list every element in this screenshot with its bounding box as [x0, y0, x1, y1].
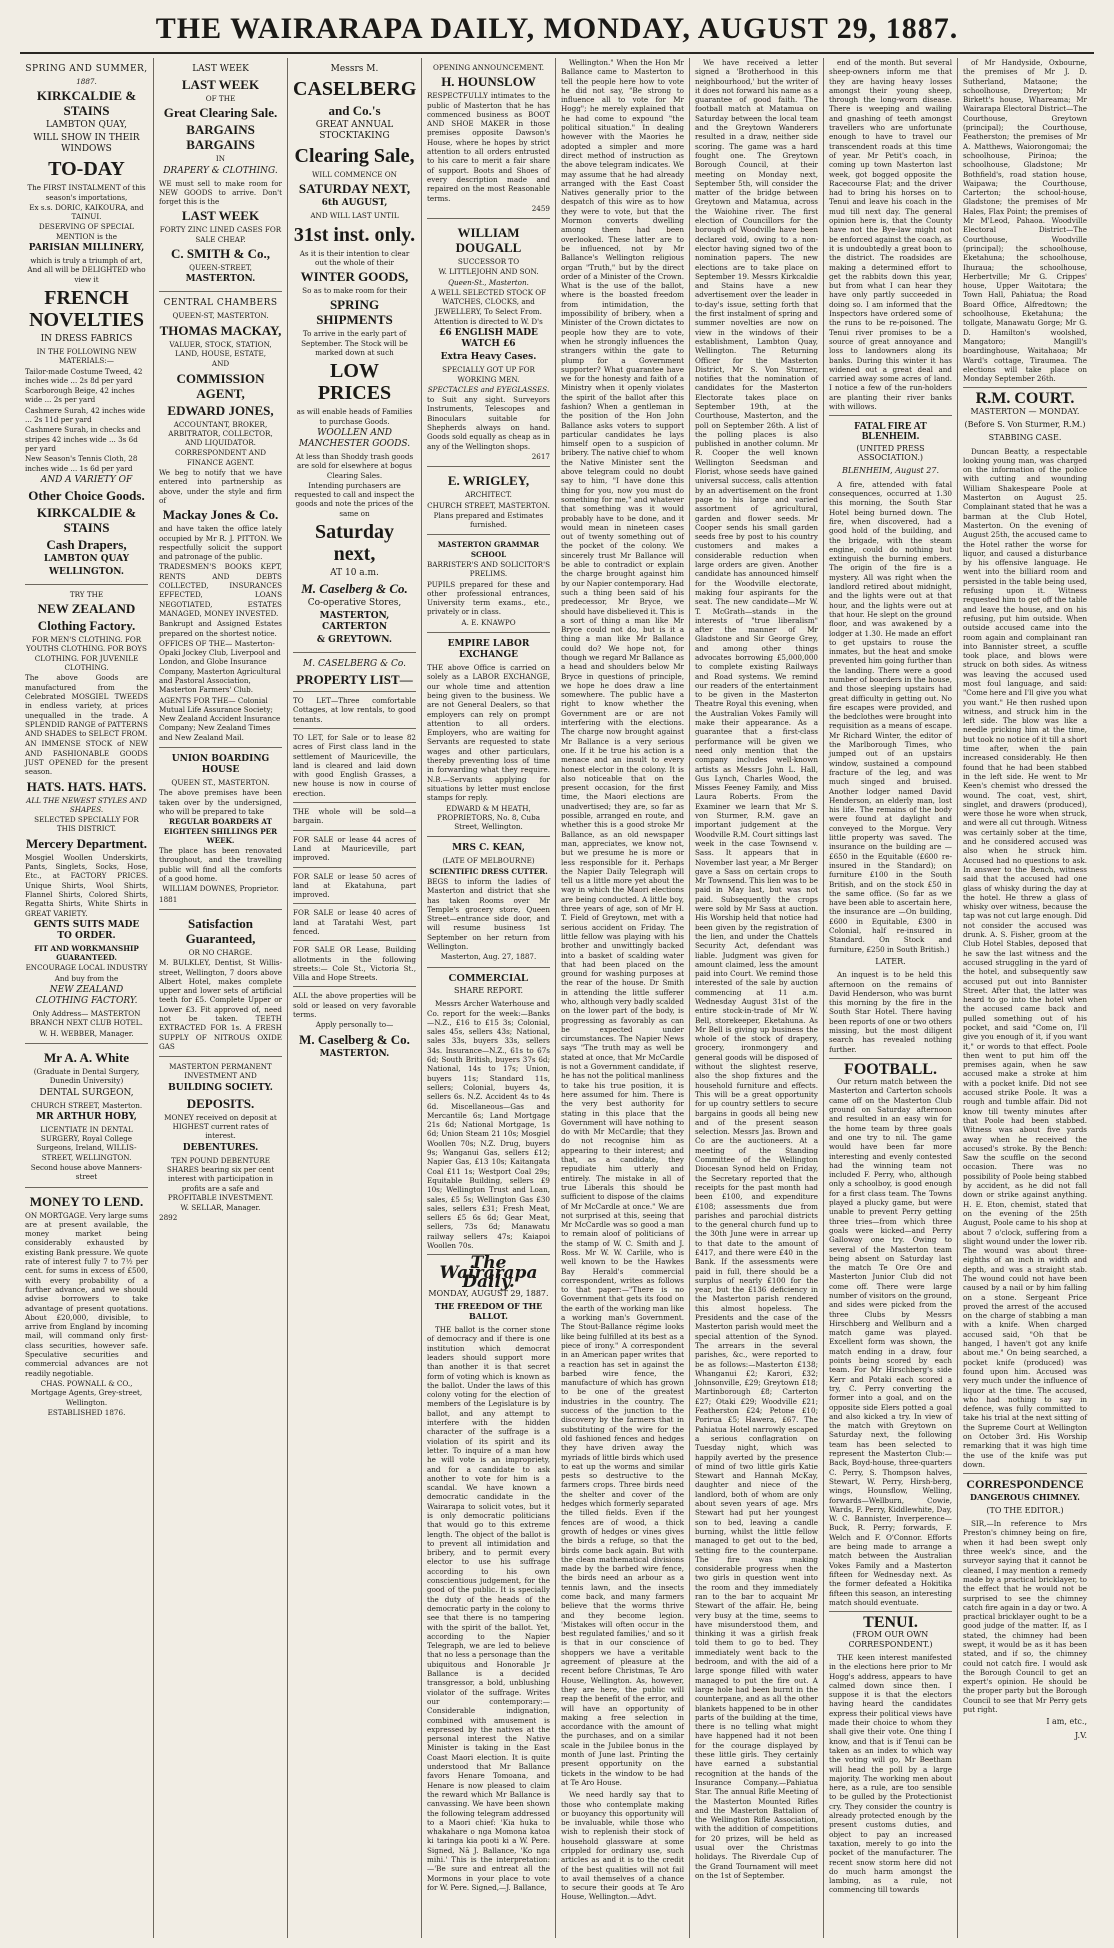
ad-heading: 31st inst. only. [293, 223, 416, 246]
ad-heading: C. SMITH & Co., [171, 246, 270, 262]
ad-heading: COMMISSION AGENT, [176, 370, 265, 401]
divider [829, 1058, 952, 1059]
divider [963, 387, 1087, 388]
ad-line: IN [215, 154, 226, 164]
ad-line: A. E. KNAWPO [461, 617, 516, 627]
ad-line: LAST WEEK [192, 64, 249, 74]
ad-line: Attention is directed to W. D's [434, 316, 543, 326]
ad-caselberg-sale [293, 58, 416, 653]
ad-line: W. H. WEBBER, Manager. [39, 1028, 134, 1038]
ad-heading: Mr A. A. White [43, 1049, 130, 1065]
section-subheading: (TO THE EDITOR.) [986, 1505, 1064, 1515]
ad-line: VALUER, STOCK, STATION, LAND, HOUSE, ESTATE, [169, 339, 272, 358]
ad-line: TRY THE [69, 589, 104, 599]
ad-line: M. BULKLEY, Dentist, St Willis-street, Wellington, 7 doors above Albert Hotel, makes complete upper and lower sets of artificial teeth for £5. Complete Upper or Lower £3. Fit approved of, need not be taken. TEETH EXTRACTED FOR 1s. A FRESH SUPPLY OF NITROUS OXIDE GAS [159, 958, 282, 1051]
divider [293, 903, 416, 904]
ad-grammar-school [427, 535, 550, 633]
ad-line: The above Goods are manufactured from the Celebrated MOSGIEL TWEEDS in endless variety, at prices unequalled in the trade. A SPLENDID RANGE of PATTERNS AND SHADES to SELECT FROM. [25, 673, 148, 739]
ad-line: AT 10 a.m. [330, 568, 379, 579]
ad-line: ALL the above properties will be sold or leased on very favorable terms. [293, 991, 416, 1020]
divider [293, 867, 416, 868]
ad-heading: M. Caselberg & Co. [299, 1031, 410, 1047]
ad-line: AND WILL LAST UNTIL [310, 211, 399, 221]
ad-heading: THOMAS MACKAY, [159, 322, 282, 338]
columns [20, 58, 1094, 1938]
ad-heading: FRENCH NOVELTIES [29, 286, 144, 331]
section-heading: R.M. COURT. [975, 390, 1075, 408]
ad-line: DENTAL SURGEON, [39, 1087, 134, 1098]
ad-line: Intending purchasers are requested to call and inspect the goods and note the prices of the same on [294, 480, 415, 518]
editorial-text: THE ballot is the corner stone of democracy and if there is one institution which democrat leaders should support more than another it is that secret form of voting which is known as the ballot. Under the laws of this colony voting for the election of members of the Legislature is by ballot, and any attempt to interfere with the hidden character of the suffrage is a violation of its spirit and its letter. To inquire of a man how he will vote is an impropriety, and for a candidate to ask another to vote for him is a scandal. We have known a democratic candidate in the Wairarapa to solicit votes, but it is only democratic politicians that would go to this extreme length. The object of the ballot is to prevent all intimidation and bribery, and to permit every elector to use his suffrage according to his own conscientious judgement, for the good of the public. It is specially the duty of the heads of the democratic party in the colony to see that there is no tampering with the spirit of the ballot. Yet, according to the Napier Telegraph, we are led to believe that no less a personage than the ubiquitous and Honorable Jr Ballance is a decided transgressor, a bold, unblushing violator of the suffrage. Writes our contemporary:— Considerable indignation, combined with amusement is expressed by the natives at the personal interest the Native Minister is taking in the East Coast Maori election. It is quite understood that Mr Ballance favors Henare Tomoana, and Henare is now pleased to claim the reward which Mr Ballance is canvassing. We have been shown the following telegram addressed to a Maori chief: 'Kia huka to whakahare o nga Momona katoa ki taringa kia pooti ki a W. Pere. Signed, Nā J. Ballance, 'Ko nga mihi.' This is the interpretation:—'Be sure and entreat all the Mormons in your place to vote for W. Pere. Signed,—J. Ballance, [427, 1325, 550, 1892]
ad-line: Cashmere Surah, in checks and stripes 42 inches wide ... 3s 6d per yard [25, 425, 141, 453]
ad-line: To arrive in the early part of September. The Stock will be marked down at such [301, 329, 408, 358]
ad-line: EDWARD & M HEATH, PROPRIETORS, No. 8, Cuba Street, Wellington. [436, 803, 541, 832]
ad-line: SCIENTIFIC DRESS CUTTER. [429, 866, 548, 876]
ad-line: to Suit any sight. Surveyors Instruments, Telescopes and Binoculars suitable for Shepherds always on hand. Goods sold equally as cheap as in any of the Wellington shops. [427, 395, 550, 451]
section-heading: TENUI. [863, 1614, 918, 1632]
ad-line: ENCOURAGE LOCAL INDUSTRY [25, 963, 148, 973]
ad-line: 2892 [159, 1213, 178, 1223]
ad-line: BEGS to inform the ladies of Masterton and district that she has taken Rooms over Mr Temple's grocery store, Queen Street—entrance side door, and will resume business 1st September on her return from Wellington. [427, 877, 550, 952]
ad-line: LICENTIATE IN DENTAL SURGERY, Royal College Surgeons, Ireland, WILLIS-STREET, WELLINGTON. [36, 1124, 137, 1162]
section-subheading: SHARE REPORT. [453, 985, 524, 995]
section-heading: FATAL FIRE AT BLENHEIM. [854, 421, 927, 442]
ad-line: Cashmere Surah, 42 inches wide ... 2s 11d per yard [25, 405, 146, 425]
ad-line: OPENING ANNOUNCEMENT. [432, 63, 545, 72]
masthead [20, 6, 1094, 54]
ad-line: FOR MEN'S CLOTHING. FOR YOUTHS CLOTHING. FOR BOYS CLOTHING. FOR JUVENILE CLOTHING. [26, 635, 147, 673]
ad-line: NEW ZEALAND CLOTHING FACTORY. [35, 985, 138, 1007]
tenui-continued-text: end of the month. But several sheep-owners inform me that they are having heavy losses amongst their young sheep, through the long-worn disease. There is weeping and wailing and gnashing of teeth amongst travellers who are unfortunate enough to have to travel our transcendent roads at this time of year. Mr Petit's coach, in coming up town Masterton last week, got bogged opposite the Racecourse Flat; and the driver had to bring his horses on to Tenui and leave his coach in the mud till next day. The general opinion here is, that the County have not the Bye-law might not be enforced against the coach, as it is undoubtedly a great boon to the district. The roadsides are making a determined effort to get the rabbits down this year, but from what I can hear they have only partly succeeded in doing so. I am informed that the Inspectors have ordered some of the runs to be re-poisoned. The Tenui river promises to be a source of great annoyance and loss to landowners along its banks. During this winter it has widened out a great deal and carried away some acres of land. I notice a few of the run-holders are planting their river banks with willows. [829, 58, 952, 411]
ad-line: WILL COMMENCE ON [312, 170, 397, 179]
ad-line: £6 ENGLISH MADE WATCH £6 [439, 328, 538, 350]
ad-line: (LATE OF MELBOURNE) [442, 856, 535, 866]
ad-heading: Clearing Sale, [294, 145, 415, 167]
ad-line: ESTABLISHED 1876. [47, 1407, 126, 1417]
ad-line: M. CASELBERG & Co. [303, 659, 406, 670]
section-subheading: (FROM OUR OWN CORRESPONDENT.) [848, 1630, 933, 1649]
ad-line: REGULAR BOARDERS AT EIGHTEEN SHILLINGS PER WEEK. [163, 817, 278, 845]
ad-line: FOR SALE or lease 40 acres of land at Taratahi West, part fenced. [293, 908, 416, 936]
ad-line: ACCOUNTANT, BROKER, ARBITRATOR, COLLECTOR, AND LIQUIDATOR. [168, 419, 273, 448]
column-5 [556, 58, 690, 1938]
ad-line: CHAS. POWNALL & CO., Mortgage Agents, Grey-street, Wellington. [30, 1378, 143, 1407]
tenui-text: THE keen interest manifested in the elections here prior to Mr Hogg's address, appears to have calmed down since then. I suppose it is that the electors having heard the candidates express their political views have made their choice to whom they shall give their vote. One thing I know, and that is if Tenui can be taken as an index to which way the voting will go, Mr Beetham will head the poll by a large majority. The working men about here, as a rule, are too sensible to be gulled by the Protectionist cry. They consider the country is already protected enough by the present customs duties, and object to pay an increased taxation, merely to go into the pocket of the manufacturer. The recent snow storm here did not do much harm amongst the lambing, as a rule, not commencing till towards [829, 1652, 952, 1895]
ad-line: WILLIAM DOWNES, Proprietor. [162, 884, 279, 894]
divider [293, 940, 416, 941]
fire-report-text: A fire, attended with fatal consequences, occurred at 1.30 this morning, the South Star Hotel being burned down. The fire, when discovered, had a good hold of the building, and the brigade, with the steam engine, could do nothing but extinguish the burning embers. The origin of the fire is a mystery. All was right when the landlord retired about midnight, and the lights were out at that hour, and the lights were out at that hour. He slept on the ground floor, and was awakened by a lodger at 1.30. He made an effort to get upstairs to rouse the inmates, but the heat and smoke prevented him going further than the landing. There were a good number of boarders in the house, and those sleeping upstairs had great difficulty in getting out. No fire escapes were provided, and the bedclothes were brought into requisition as a means of escape. Mr Richard Winter, the editor of the Marlborough Times, who jumped out of an upstairs window, sustained a compound fracture of the leg, and was much singed and bruised. Another lodger named David Henderson, an elderly man, lost his life. The remains of the body were found at daylight and conveyed to the Morgue. Very little property was saved. The insurance on the building are —£650 in the Equitable (£600 re-insured in the Standard); on furniture £100 in the South British, and on the stock £50 in the same office. (So far as we have been able to ascertain here, the insurance are —On building, £600 in Equitable, £300 in Colonial, half re-insured in Standard. On Stock and furniture, £250 in South British.) [829, 479, 952, 954]
ad-line: LAMBTON QUAY [43, 553, 130, 564]
section-heading: COMMERCIAL [448, 971, 529, 984]
ad-heading: KIRKCALDIE & STAINS [36, 504, 137, 535]
ad-line: Tailor-made Costume Tweed, 42 inches wide ... 2s 8d per yard [25, 366, 143, 385]
ad-building-society [159, 1057, 282, 1228]
divider [829, 1611, 952, 1612]
letter-signature: J.V. [1074, 1730, 1087, 1740]
ad-line: TO LET, for Sale or to lease 82 acres of First class land in the settlement of Mauriceville, the land is cleared and laid down with good English Grasses, a new house is now in course of erection. [293, 732, 416, 798]
ad-heading: Great Clearing Sale. [163, 105, 278, 121]
ad-line: (Graduate in Dental Surgery, Dunedin University) [33, 1066, 140, 1086]
editorial-continued-text: Wellington." When the Hon Mr Ballance came to Masterton to tell the people here how to vote he did not say, "Be strong to influence all to vote for Mr Hogg"; he merely explained that he had come to expound "the political situation." In dealing however with the Maories he adopted a simpler and more direct method of instruction as the above telegram indicates. We may assume that he had already arranged with the East Coast Natives generally prior to the despatch of this wire as to how they were to vote, but that the Mormon converts dwelling among them had been overlooked. These latter are to be influenced, not by Mr Ballance's Wellington religious organ "Truth," but by the direct order of a Minister of the Crown. What is the use of the ballot, where is the boasted freedom from intimidation, the impossibility of bribery, when a Minister of the Crown dictates to people how they are to vote, when he strongly influences the strangers within the gate to plump for a Government supporter? What guarantee have we for the honesty and faith of a Ministry when it openly violates the spirit of the ballot after this fashion? When a gentleman in the position of the Hon John Ballance asks voters to support particular candidates he lays himself open to a suspicion of bribery. The native chief to whom the Native Minister sent the above telegram could no doubt say to him, "I have done this thing for you, now you must do something for me," and whatever that something was it would probably have to be done, and it would mean in nineteen cases out of twenty something out of the pocket of the colony. We sincerely trust Mr Ballance will be able to contradict or explain the charge brought against him by our Napier contemporary. Had such a thing been said of his predecessor, Mr Bryce, we should have disbelieved it. This is a sort of thing a man like Mr Bryce could not do, but is it a thing a man like Mr Ballance could do? We hope not, for though we regard Mr Ballance as a head and shoulders below Mr Bryce in questions of principle, we hope he does draw a line somewhere. The public have a right to know whether the Government are or are not interfering with the elections. The charge now brought against Mr Ballance is a very serious one. If it be true his action is a menace and an insult to every honest elector in the colony. It is also noticeable that on the present occasion, for the first time, the Maori elections are unadvertised; they are, so far as possible, arranged en route, and whether this is a good stroke Mr Ballance, as an old newspaper man, appreciates, we know not, but we presume he is more or less responsible for it. Perhaps the Napier Daily Telegraph will tell us a little more yet about the way in which the Maori elections are being conducted. A little boy, three years of age, son of Mr H. T. Field of Greytown, met with a serious accident on Friday. The little fellow was playing with his brother and unwittingly backed into a basket of scalding water that had been placed on the ground for washing purposes at the rear of the house. Dr Smith in attending the little sufferer who, although very badly scalded on the lower part of the body, is progressing as favorably as can be expected under circumstances. The Napier News says "The truth may as well be stated at once, that Mr McCardle is not a Government candidate, if he has not the political manliness to take his true position, it is here assumed for him. There is the very best authority for stating in this place that the Government will have nothing to do with Mr McCardle; that they do not recognise him as appearing to their interest; and that, as a candidate, they repudiate him utterly and entirely. The mistake in all of true Liberals this should be sufficient to dispose of the claims of Mr McCardle at once." We are not surprised at this, seeing that Mr McCardle was so good a man to remain aloof of politicians of the stamp of W. C. Smith and J. Ross. Mr W. W. Carlile, who is well known to be the Hawkes Bay Herald's commercial correspondent, writes as follows to that paper:—"There is no Government that gets its food on the earth of the working man like a working man's Government. The Stout-Ballance régime looks like being fulfilled at its best as a piece of irony." A correspondent in an American paper writes that a reaction has set in against the barbed wire fence, the manufacture of which has grown to be one of the greatest industries in the country. The success of the junction to the discovery by the farmers that in substituting of the wire for the old fashioned fences and hedges they have driven away the myriads of little birds which used to eat up the worms and similar pests so destructive to the farmers crops. Three birds need the shelter and cover of the hedges which formerly separated the tilled fields. Even if the fences are of wood, a thick growth of hedges or vines gives the birds a refuge, so that the birds come back again. But with the clean mathematical divisions made by the barbed wire fence, the birds need an arbour as a tennis lawn, and the insects come back, and many farmers believe that the worms thrive and they become legion. 'Mistakes will often occur in the best regulated families,' and so it is that in our conscience of shoppers we have a veritable agreement of pleasure at the recent before Christmas, Te Aro House, Wellington. As, however, they are here, the public will reap the benefit of the error, and will have an opportunity of making a free selection in accordance with the amount of the purchases, and on a similar scale in the Jubilee bonus in the month of June last. Printing the present opportunity on the tickets in the window to be had at Te Aro House. [561, 58, 684, 1787]
ad-line: And buy from the [54, 973, 119, 983]
ad-money-to-lend [25, 1188, 148, 1423]
ad-line: OF THE [205, 94, 236, 103]
ad-line: MASTERTON, CARTERTON [319, 611, 390, 633]
ad-line: ON MORTGAGE. Very large sums are at present available, the money market being considerably exhausted by existing Bank pressure. We quote rate of interest fully 7 to 7½ per cent. for sums in excess of £500, with every probability of a further advance, and we should advise borrowers to take advantage of present quotations. About £20,000, divisible, to arrive from England by incoming mail, will command only first-class securities, however safe. Speculative securities and commercial advances are not readily negotiable. [25, 1210, 148, 1378]
divider [293, 691, 416, 692]
ad-heading: Other Choice Goods. [28, 487, 145, 503]
ad-line: Plans prepared and Estimates furnished. [433, 510, 544, 530]
column-3 [288, 58, 422, 1938]
ad-line: CHURCH STREET, MASTERTON. [427, 500, 550, 510]
ad-line: QUEEN ST., MASTERTON. [171, 778, 270, 788]
ad-heading: M. Caselberg & Co. [301, 581, 408, 597]
ad-labor-exchange [427, 633, 550, 837]
section-subheading: STABBING CASE. [988, 433, 1062, 443]
ad-heading: KIRKCALDIE & STAINS [36, 88, 137, 119]
ad-line: AND A VARIETY OF [40, 474, 133, 485]
ad-line: IN DRESS FABRICS [40, 333, 133, 344]
divider [963, 1473, 1087, 1474]
ad-line: W. SELLAR, Manager. [180, 1203, 261, 1213]
ad-line: QUEEN-ST, MASTERTON. [172, 311, 269, 321]
ad-line: MASTERTON PERMANENT INVESTMENT AND [169, 1062, 272, 1081]
ad-line: RESPECTFULLY intimates to the public of Masterton that he has commenced business as BOOT AND SHOE MAKER in those premises opposite Dawson's House, where he hopes by strict attention to all orders entrusted to his care to merit a fair share of support. Boots and Shoes of every description made and repaired on the most Reasonable terms. [427, 91, 550, 203]
ad-heading: BARGAINS BARGAINS [186, 122, 255, 153]
ad-heading: Mackay Jones & Co. [162, 507, 279, 523]
ad-line: CENTRAL CHAMBERS [163, 298, 278, 309]
ad-heading: Saturday next, [315, 521, 394, 566]
ad-line: Bankrupt and Assigned Estates prepared on the shortest notice. [159, 619, 282, 638]
ad-line: DESERVING OF SPECIAL MENTION is the [38, 222, 135, 241]
ad-bulkley-dentist [159, 910, 282, 1057]
football-text: Our return match between the Masterton and Carterton schools came off on the Masterton Club ground on Saturday afternoon and resulted in an easy win for the home team by three goals and one try to nil. The game would have been far more interesting and evenly contested had the winning team not included F. Perry, who, although only a schoolboy, is good enough for a first class team. The Towns played a plucky game, but were unable to prevent Perry getting three tries—from which three goals were kicked—and Perry Galloway one try. Owing to several of the Masterton team being absent on Saturday last the match Te Ore Ore and Masterton Junior Club did not come off. There were large number of visitors on the ground, and sides were picked from the three Clubs by Messrs Hirschberg and Wellburn and a match game was played. Excellent form was shown, the match ending in a draw, four points being scored by each team. For Mr Hirschberg's side Kerr and Potaki each scored a try, C. Perry converting the former into a goal, and on the opposite side Elers potted a goal and also kicked a try. In view of the match with Greytown on Saturday next, the following team has been selected to represent the Masterton Club:—Back, Boyd-house, three-quarters C. Perry, S. Thompson halves, Stewart, W. Perry, Hirsh-berg, wings, Hounsflow, Welling, forwards—Wellburn, Cowie, Wards, F. Perry, Kiddlewhite, Day, W. C. Bannister, Inverperence—Buck, R. Perry; forwards, F. Welch and F. O'Connor. Efforts are being made to arrange a match between the Australian Vokes Family and a Masterton fifteen for Wednesday next. As the former defeated a Hokitika fifteen this season, an interesting match should eventuate. [829, 1077, 952, 1607]
ad-line: MONEY received on deposit at HIGHEST current rates of interest. [164, 1112, 277, 1141]
ad-nz-clothing-factory [25, 585, 148, 1044]
ad-line: Ex s.s. DORIC, KAIKOURA, and TAINUI. [29, 202, 144, 222]
ad-line: At less than Shoddy trash goods are sold for elsewhere at bogus Clearing Sales. [295, 451, 414, 480]
ad-line: MASTERTON GRAMMAR SCHOOL [437, 540, 540, 559]
ad-line: Scarborough Beige, 42 inches wide ... 2s per yard [25, 386, 135, 405]
ad-heading: WINTER GOODS, [300, 269, 409, 285]
section-subheading: (UNITED PRESS ASSOCIATION.) [856, 443, 925, 463]
ad-line: 2617 [531, 451, 550, 461]
ad-line: DEBENTURES. [182, 1142, 259, 1153]
ad-line: We beg to notify that we have entered into partnership as above, under the style and firm of [159, 468, 282, 505]
ad-line: SPECIALLY GOT UP FOR WORKING MEN. [442, 365, 535, 384]
ad-heading: LAST WEEK [181, 208, 260, 224]
ad-line: CORRESPONDENT AND FINANCE AGENT. [174, 448, 267, 467]
ad-line: FOR SALE or lease 50 acres of land at Ekatahuna, part improved. [293, 871, 416, 900]
ad-line: MR ARTHUR HOBY, [36, 1111, 137, 1122]
ad-line: Only Address— MASTERTON BRANCH NEXT CLUB HOTEL. [30, 1009, 143, 1028]
ad-line: CHURCH STREET, Masterton. [30, 1100, 143, 1110]
column-8 [958, 58, 1092, 1938]
ad-hounslow [427, 58, 550, 219]
ad-line: Extra Heavy Cases. [440, 352, 537, 363]
ad-dentists [25, 1044, 148, 1188]
ad-line: PUPILS prepared for these and other professional entrances, University term exams., etc., privately or in class. [427, 579, 550, 617]
ad-line: 2459 [531, 203, 550, 213]
ad-heading: MONEY TO LEND. [29, 1193, 144, 1209]
ad-line: QUEEN-STREET, [189, 263, 252, 273]
ad-line: Mosgiel Woollen Underskirts, Pants, Singlets, Socks, Hose, Etc., at FACTORY PRICES. Unique Shirts, Wool Shirts, Flannel Shirts, Colored Shirts, Regatta Shirts, White Shirts in GREAT VARIETY. [25, 852, 148, 918]
ad-heading: DEPOSITS. [186, 1095, 255, 1111]
ad-heading: LAST WEEK [181, 77, 260, 92]
ad-line: DRAPERY & CLOTHING. [163, 165, 278, 176]
ad-line: Queen-St., Masterton. [448, 277, 529, 287]
column-4 [422, 58, 556, 1938]
section-heading: CORRESPONDENCE [966, 1477, 1084, 1492]
ad-line: MRS C. KEAN, [452, 843, 525, 854]
ad-heading: NEW ZEALAND [37, 601, 136, 617]
section-subheading: LATER. [875, 956, 906, 966]
advertisement-notice: We need hardly say that to those who contemplate making or buoyancy this opportunity will be invaluable, while those who wish to replenish their stock of household glassware at some crippled for ordinary use, such articles as and it is to the credit of the best qualities will not fail to avail themselves of a chance to secure their goods at Te Aro House, Wellington.—Advt. [561, 1790, 684, 1902]
ad-line: which is truly a triumph of art, And all will be DELIGHTED who view it [27, 256, 146, 284]
ad-line: FIT AND WORKMANSHIP GUARANTEED. [34, 943, 139, 963]
divider [829, 415, 952, 416]
ad-line: SPECTACLES and EYEGLASSES. [427, 384, 550, 394]
ad-line: OFFICES OF THE— Masterton-Opaki Jockey Club, Liverpool and London, and Globe Insurance Company, Masterton Agricultural and Pastoral Association, Masterton Farmers' Club. [159, 638, 281, 695]
ad-line: WILL SHOW IN THEIR WINDOWS [33, 133, 140, 155]
divider [293, 802, 416, 803]
section-subheading: MASTERTON — MONDAY. [970, 406, 1080, 416]
share-report-text: Messrs Archer Waterhouse and Co. report for the week:—Banks—N.Z., £16 to £15 3s; Colonial, sales 45s, sellers 43s; National, sales 33s, buyers 33s, sellers 34s. Insurance—N.Z., 61s to 67s 6d; South British, buyers 37s 6d; National, 14s to 17s; Union, buyers 11s; Standard 11s, sellers; Colonial, buyers 4s, sellers 6s. N.Z. Accident 4s to 4s 6d. Miscellaneous—Gas and Mercantile 6s; Land Mortgage 21s 6d; National Mortgage, 1s 6d; Union Steam 21 10s; Mosgiel Woollen 70s; N.Z. Drug, buyers 9s; Wanganui Gas, sellers £12; Napier Gas, £13 10s; Kaitangata Coal £11 1s; Westport Coal 29s; Equitable Building, sellers £9 10s; Wellington Trust and Loan, sales, £5 5s; Wellington Gas £30 sales, sellers £31; Fresh Meat, sellers £5 6s 6d; Gear Meat, sellers, 73s 6d; Manawatu railway sellers 47s; Kaiapoi Woollen 70s. [427, 999, 550, 1250]
ad-line: & GREYTOWN. [316, 635, 393, 646]
ad-line: TO LET—Three comfortable Cottages, at low rentals, to good tenants. [293, 696, 416, 724]
ad-heading: H. HOUNSLOW [441, 74, 536, 90]
divider [293, 728, 416, 729]
ad-line: MASTERTON. [185, 274, 256, 285]
ad-line: FORTY ZINC LINED CASES FOR SALE CHEAP. [159, 225, 282, 244]
ad-line: As it is their intention to clear out the whole of their [299, 248, 410, 267]
court-report-text: Duncan Beatty, a respectable looking young man, was charged on the information of the police with cutting and wounding William Shakespeare Poole at Masterton on August 25. Complainant stated that he was a barman at the Club Hotel, Masterton. On the evening of August 25th, the accused came to the Hotel rather the worse for liquor, and caused a disturbance by his offensive language. He went into the billiard room and persisted in the table being used, refusing upon it. Witness requested him to get off the table and leave the house, and on his refusing, put him outside. When outside accused came into the room again and complainant ran into Bannister street, a scuffle took place, and blows were struck on both sides. As witness was leaving the accused used most foul language, and said: "Come here and I'll give you what you want." He then rushed upon witness, and struck him in the left side. The blow was like a needle pricking him at the time, but took no notice of it till a short time after, when the pain increased considerably. He then found that he had been stabbed in the left side. He went to Mr Keen's chemist who dressed the wound. The coat, vest, shirt, singlet, and drawers (produced), were those he wore when struck, and were all cut through. Witness was certainly sober at the time, and he considered accused was also when he struck him. Accused had no questions to ask. In answer to the Bench, witness said that the accused had one glass of whisky during the day at the hotel. He threw a glass of whisky over witness, because the tap was not cut large enough. Did not consider the accused was drunk. A. S. Fisher, groom at the Club Hotel Stables, deposed that he saw the last witness and the accused struggling in the yard of the hotel, and subsequently saw accused put out into Bannister Street. After that, the latter was heard to go into the hotel when the accused came back and pulled something out of his pocket, and said "Come on, I'll give you enough of it, if you want it," or words to that effect. Poole then went to put him off the premises again, when he saw accused make a stroke at him with a pocket knife. Did not see accused strike Poole. It was a rough and tumble affair. Did not know till twenty minutes after that Poole had been stabbed. Witness was about five yards away when he received the accused's stroke. By the Bench: Saw the scuffle on the second occasion. There was no possibility of Poole being stabbed by accident, as he did not fall down or strike against anything. H. E. Eton, chemist, stated that on the evening of the 25th August, Poole came to his shop at about 7 o'clock, suffering from a slight wound under the lower rib. The wound was about three-eighths of an inch in width and depth, and was a straight stab. The wound could not have been caused by a nail or by him falling on a stone. Sergeant Price proved the arrest of the accused on the charge of stabbing a man with a knife. When charged accused said, "Oh that be hanged, I haven't got any knife about me." On being searched, a pocket knife (produced) was found upon him. Accused was very much under the influence of liquor at the time. The accused, who had nothing to say in defence, was fully committed to take his trial at the next sitting of the Supreme Court at Wellington on October 3rd. His Worship remarking that it was high time the use of the knife was put down. [963, 446, 1087, 1469]
letter-signoff: I am, etc., [1046, 1717, 1087, 1727]
ad-line: So as to make room for their [302, 286, 407, 296]
ad-mackay-jones [159, 292, 282, 748]
ad-line: FOR SALE or lease 44 acres of Land at Mauriceville, part improved. [293, 834, 416, 863]
ad-heading: TO-DAY [48, 158, 125, 181]
ad-line: AND [211, 359, 230, 369]
ad-line: W. LITTLEJOHN AND SON. [438, 267, 539, 277]
column-6 [690, 58, 824, 1938]
divider [293, 830, 416, 831]
ad-line: FOR SALE OR Lease, Building allotments in the following streets:— Cole St., Victoria St., Villa and Hope Streets. [293, 945, 416, 983]
ad-line: ALL THE NEWEST STYLES AND SHAPES. [26, 795, 147, 814]
ad-line: and have taken the office lately occupied by Mr R. J. PITTON. We respectfully solicit the support and patronage of the public. [159, 524, 282, 562]
ad-line: WE must sell to make room for NEW GOODS to arrive. Don't forget this is the [159, 178, 282, 207]
ad-line: MASTERTON. [319, 1048, 390, 1059]
divider [293, 986, 416, 987]
ad-line: Messrs M. [330, 64, 379, 74]
column-1 [20, 58, 154, 1938]
ad-line: EMPIRE LABOR EXCHANGE [447, 639, 530, 661]
ad-kirkcaldie-stains [25, 58, 148, 585]
ad-line: Masterton, Aug. 27, 1887. [440, 952, 537, 962]
commercial-section [427, 971, 550, 1251]
ad-line: GENTS SUITS MADE TO ORDER. [33, 919, 140, 941]
ad-heading: and Co.'s [328, 103, 381, 118]
ad-line: UNION BOARDING HOUSE [171, 754, 270, 776]
column-2 [154, 58, 288, 1938]
ad-union-boarding-house [159, 748, 282, 910]
ad-line: THE above Office is carried on solely as a LABOR EXCHANGE, our whole time and attention being given to the business. We are not General Dealers, so that employers can rely on prompt attention to all orders. Employers, who are waiting for Servants are requested to state wages and other particulars, thereby preventing loss of time in forwarding what they require. N.B.—Servants applying for situations by letter must enclose stamps for reply. [427, 663, 550, 803]
ad-line: Second house above Manners-street [30, 1163, 143, 1182]
editorial-title: THE FREEDOM OF THE BALLOT. [434, 1301, 543, 1321]
ad-line: SUCCESSOR TO [457, 257, 520, 267]
ad-line: WOOLLEN AND MANCHESTER GOODS. [298, 427, 411, 449]
editorial-masthead: The Wairarapa Daily. [439, 1253, 538, 1292]
section-heading: FOOTBALL. [844, 1060, 937, 1078]
ad-heading: SPRING SHIPMENTS [316, 297, 393, 328]
ad-line: as will enable heads of Families to purchase Goods. [296, 407, 413, 426]
section-subheading: DANGEROUS CHIMNEY. [970, 1491, 1080, 1502]
ad-line: The above premises have been taken over by the undersigned, who will be prepared to take [159, 788, 282, 816]
ad-line: AGENTS FOR THE— Colonial Mutual Life Assurance Society; New Zealand Accident Insurance Company; New Zealand Times and New Zealand Mail. [159, 695, 281, 742]
ad-heading: Cash Drapers, [46, 536, 127, 552]
ad-line: OR NO CHARGE. [188, 947, 253, 957]
ad-heading: WILLIAM DOUGALL [455, 225, 522, 256]
ad-heading: Clothing Factory. [37, 618, 136, 634]
ad-line: Apply personally to— [315, 1020, 394, 1030]
ad-line: LAMBTON QUAY, [46, 120, 127, 131]
ad-line: SPRING AND SUMMER, [25, 64, 148, 74]
ad-line: New Season's Tennis Cloth, 28 inches wide ... 1s 6d per yard [25, 454, 138, 473]
ad-property-list [293, 653, 416, 1066]
ad-line: 1881 [159, 894, 178, 904]
ad-line: WELLINGTON. [48, 566, 125, 577]
ad-heading: PROPERTY LIST— [296, 672, 413, 688]
ad-heading: SATURDAY NEXT, [298, 181, 411, 197]
ad-line: IN THE FOLLOWING NEW MATERIALS:— [36, 346, 137, 366]
ad-heading: HATS. HATS. HATS. [26, 778, 147, 794]
column-7 [824, 58, 958, 1938]
ad-line: TEN POUND DEBENTURE SHARES bearing six per cent interest with participation in profits are a safe and PROFITABLE INVESTMENT. [166, 1155, 275, 1202]
ad-line: The FIRST INSTALMENT of this season's importations, [27, 183, 146, 202]
ad-heading: Satisfaction Guaranteed, [185, 915, 256, 946]
letter-text: SIR,—In reference to Mrs Preston's chimney being on fire, when it had been swept only three week's since, and the surveyor saying that it cannot be cleaned, I may mention a remedy made by a practical bricklayer, to the effect that he would not be surprised to see the chimney catch fire again in a day or two. A practical bricklayer ought to be a good judge of the matter. If, as I stated, the chimney had been swept, it would be as it has been stated, and if so, the chimney could not catch fire. I would ask the Borough Council to get an expert's opinion. He should be the proper party but the Borough Council to see that Mr Perry gets put right. [963, 1519, 1087, 1715]
dateline: BLENHEIM, August 27. [841, 466, 940, 476]
ad-line: ARCHITECT. [465, 490, 512, 500]
ad-wrigley [427, 467, 550, 535]
ad-line: AN IMMENSE STOCK of NEW AND FASHIONABLE GOODS JUST OPENED for the present season. [25, 739, 148, 777]
fire-later-text: An inquest is to be held this afternoon on the remains of David Henderson, who was burnt this morning by the fire in the South Star Hotel. There having been reports of one or two others missing, but the most diligent search has revealed nothing further. [829, 970, 952, 1054]
ad-heading: EDWARD JONES, [167, 402, 274, 418]
ad-line: 1887. [76, 77, 97, 86]
ad-line: GREAT ANNUAL STOCKTAKING [315, 120, 394, 141]
masthead-title: THE WAIRARAPA DAILY, MONDAY, AUGUST 29, 1887. [155, 12, 959, 45]
editorial-date: MONDAY, AUGUST 29, 1887. [428, 1289, 549, 1299]
ad-heading: E. WRIGLEY, [447, 473, 530, 489]
ad-line: SELECTED SPECIALLY FOR THIS DISTRICT. [34, 815, 139, 834]
ad-line: PARISIAN MILLINERY, [28, 243, 145, 254]
ad-line: The place has been renovated throughout, and the travelling public will find all the comforts of a good home. [159, 846, 282, 884]
ad-line: 6th AUGUST, [321, 198, 388, 209]
ad-line: BARRISTER'S AND SOLICITOR'S PRELIMS. [427, 559, 550, 579]
ad-line: THE whole will be sold—a bargain. [293, 807, 416, 826]
polling-places-text: of Mr Handyside, Oxbourne, the premises of Mr J. D. Sutherland, Mataone; the schoolhouse, Dreyerton; Mr Birkett's house, Whareama; Mr Wairarapa Electoral District—The Courthouse, Greytown (principal); the Courthouse, Featherston; the premises of Mr A. Matthews, Waiorongomai; the schoolhouse, Pirinoa; the schoolhouse, Gladstone; Mr Bothfield's, road station house, Waipawa; the Courthouse, Carterton; the school-house, Gladstone; the premises of Mr Hales, Flax Point; the premises of Mr M'Leod, Pahaoa. Woodville Electoral District—The Courthouse, Woodville (principal); the schoolhouse, Eketahuna; the schoolhouse, Ihuraua; the schoolhouse, Herbertville; Mr G. Crippes' house, Upper Waitotara; the Town Hall, Pahiatua; the Road Board Office, Alfredtown; the schoolhouse, Eketahuna; the tollgate, Manawatu Gorge; Mr G. D. Hamilton's woolshed, Mangatoro; Mangill's boardinghouse, Waitahaoa; Mr Ward's cottage, Tiraumea. The elections will take place on Monday September 26th. [963, 58, 1087, 384]
ad-line: TRADESMEN'S BOOKS KEPT, RENTS AND DEBTS COLLECTED, INSURANCES EFFECTED, LOANS NEGOTIATED, ESTATES MANAGED, MONEY INVESTED. [159, 562, 282, 618]
ad-line: BUILDING SOCIETY. [168, 1082, 273, 1093]
ad-line: A WELL SELECTED STOCK OF WATCHES, CLOCKS, and JEWELLERY, To Select From. [430, 288, 547, 316]
ad-clearing-sale [159, 58, 282, 292]
section-subheading: (Before S. Von Sturmer, R.M.) [964, 419, 1086, 429]
ad-dougall [427, 219, 550, 467]
local-news-text: We have received a letter signed a 'Brotherhood in this neighbourhood,' but the writer of it does not forward his name as a guarantee of good faith. The football match at Matamua on Saturday between the local team and the Greytown Wanderers resulted in a draw, neither side scoring. The game was a hard fought one. The Greytown Borough Council, at their meeting on Monday next, September 5th, will consider the matter of the bridge between Greytown and Matamua, across the Waiohine river. The first election of Councillors for the borough of Woodville have been declared void, owing to a non-elector having signed two of the nomination papers. The new elections are to take place on September 19. Messrs Kirkcaldie and Stains have a new advertisement over the leader in to-day's issue, setting forth that the first instalment of spring and summer novelties are now on view in the windows of their establishment, Lambton Quay, Wellington. The Returning Officer for the Masterton District, Mr S. Von Sturmer, notifies that the nomination of candidates for the Masterton Electorate takes place on September 19th, at the Courthouse, Masterton, and the poll on September 26th. A list of the polling places is also published in another column. Mr R. Cooper the well known Wellington Seedsman and Florist, whose seeds have gained universal success, calls attention by an advertisement on the front page to his large and varied assortment of agricultural, garden and flower seeds. Mr Cooper sends his small garden seeds free by post to his country customers and makes a considerable reduction when large orders are given. Another candidate has announced himself for the Woodville electorate, making four aspirants for the seat. The new candidate—Mr W. T. McGrath—stands in the interests of "true liberalism" after the manner of Mr Gladstone and Sir George Grey, and among other things advocates borrowing £5,000,000 to complete existing Railways and Road systems. We remind our readers of the entertainment to be given in the Masterton Theatre Royal this evening, when the Australian Vokes Family will make their appearance. As a guarantee that a first-class performance will be given we need only mention that the company includes well-known artists as Messrs John L. Hall, Gus Lynch, Charles Wood, the Misses Feeney Family, and Miss Laura Roberts. From the Examiner we learn that Mr S. von Sturmer, R.M. gave an important judgement at the Woodville R.M. Court sittings last week in the case Townsend v. Sass. It appears that in November last year, a Mr Berger gave a Sass on certain crops to Mr Townsend. This lien was to be paid in May last, but was not paid. Subsequently the crops were sold by Mr Sass at auction. His Worship held that notice had been given by the registration of the lien, and under the Chattels Security Act, defendant was liable. Judgment was given for amount claimed, less the amount paid into Court. We remind those interested of the sale by auction commencing at 11 a.m. Wednesday August 31st of the entire stock-in-trade of Mr W. Bell, storekeeper, Eketahuna. As Mr Bell is giving up business the whole of the stock of drapery, grocery, ironmongery and general goods will be disposed of without the slightest reserve, also the shop fixtures and the household furniture and effects. This will be a great opportunity for up country settlers to secure bargains in goods all being new and of the present season selection. Messrs Jas. Brown and Co are the auctioneers. At a meeting of the Standing Committee of the Wellington Diocesan Synod held on Friday, the Secretary reported that the receipts for the past month had been £100, and expenditure £108; assessments due from parishes and parochial districts to the general church fund up to the 30th June were in arrear up to that date to the amount of £417, and there were £40 in the Bank. If the assessments were paid in full, there should be a surplus of nearly £100 for the year, but the £136 deficiency in the Masterton parish rendered this almost hopeless. The Presidents and the case of the Masterton parish would meet the special attention of the Synod. The arrears in the several parishes, &c., were reported to be as follows:—Masterton £138; Whanganui £2; Karori, £32; Johnsonville, £29; Greytown £18; Martinborough £8; Carterton £27; Otaki £29; Woodville £21; Featherston £24; Petone £10; Porirua £5; Hawera, £67. The Pahiatua Hotel narrowly escaped a serious conflagration on Tuesday night, which was happily averted by the presence of mind of two little girls Katie Stewart and Hannah McKay, daughter and niece of the landlord, both of whom are only about seven years of age. Mrs Stewart had put her youngest son to bed, leaving a candle burning, whilst the little fellow managed to get out to the bed, setting fire to the counterpane. The fire was making considerable progress when the two girls in question went into the room and they immediately ran to the bar to acquaint Mr Stewart of the affair. He, being very busy at the time, seems to have misunderstood them, and thinking it was a girlish freak told them to go to bed. They immediately went back to the bedroom, and with the aid of a large sponge filled with water managed to put the fire out. A large hole had been burnt in the counterpane, and as all the other blankets happened to be in other parts of the building at the time, there is no telling what might have happened had it not been for the courage displayed by these little girls. They certainly have earned a substantial recognition at the hands of the Insurance Company.—Pahiatua Star. The annual Rifle Meeting of the Masterton Mounted Rifles and the Masterton Battalion of the Wellington Rifle Association, with the addition of competitions for 20 prizes, will be held as usual over the Christmas holidays. The Riverdale Cup of the Grand Tournament will meet on the 1st of September. [695, 58, 818, 1880]
ad-heading: Mercery Department. [25, 835, 148, 851]
ad-kean [427, 837, 550, 967]
ad-heading: LOW PRICES [317, 360, 392, 405]
ad-heading: CASELBERG [293, 78, 417, 100]
ad-line: Co-operative Stores, [307, 598, 402, 609]
